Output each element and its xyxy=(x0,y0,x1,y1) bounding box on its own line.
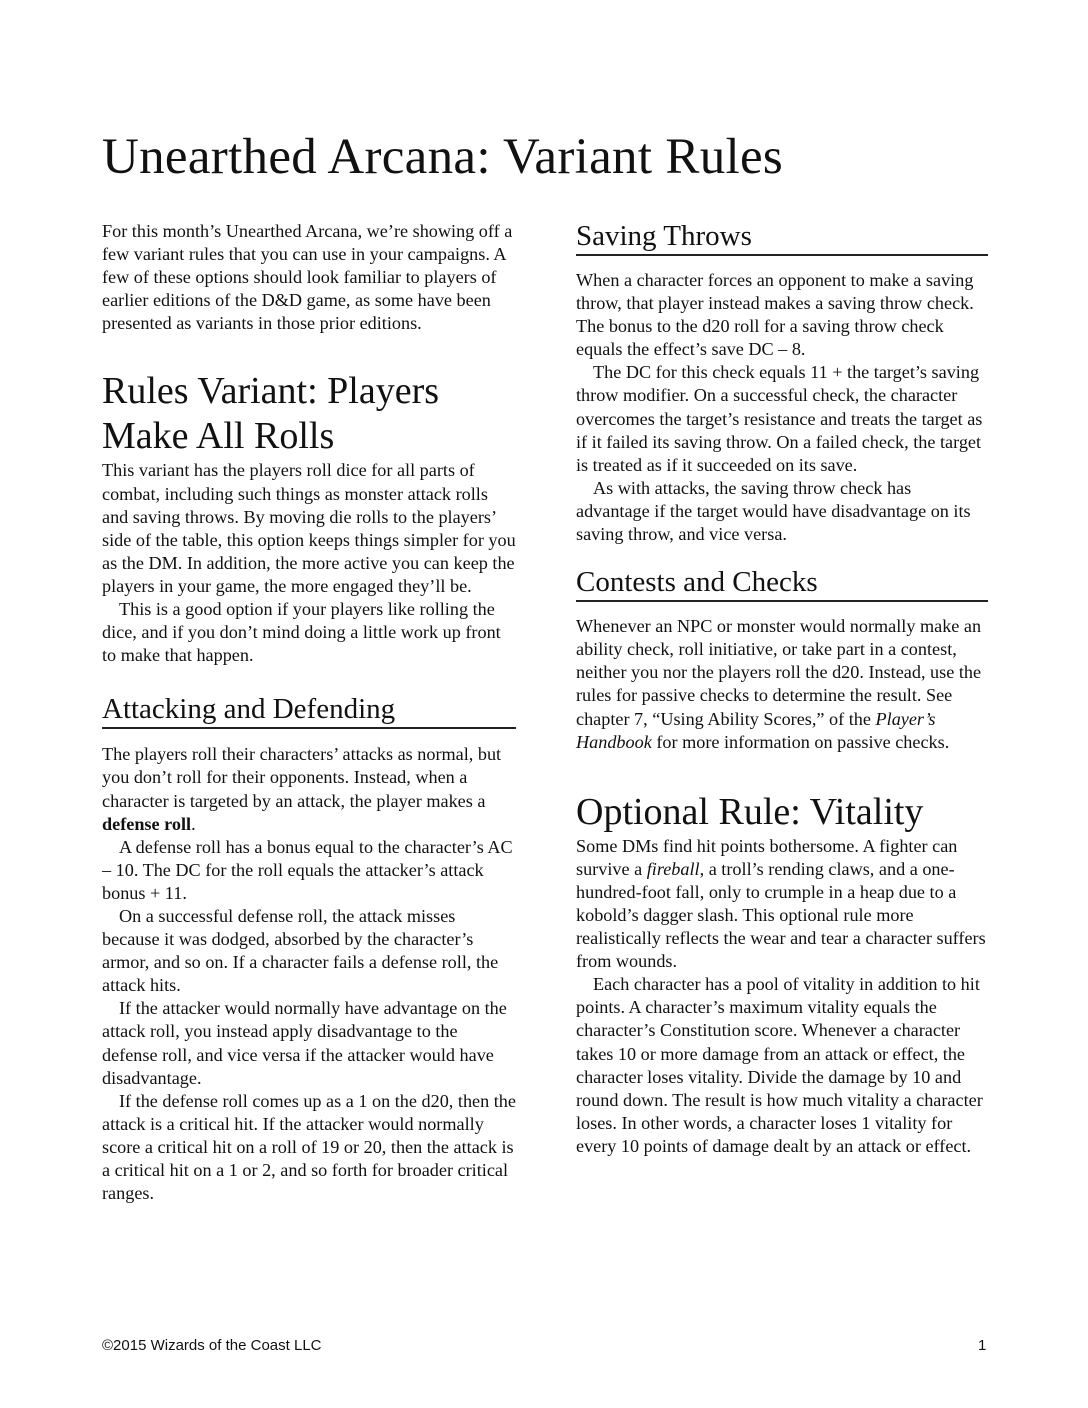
players-make-all-rolls-paragraph-2: This is a good option if your players like rolling the dice, and if you don’t mind doing a little work up front to make that happen. xyxy=(102,599,501,666)
saving-throws-heading: Saving Throws xyxy=(576,220,988,256)
vitality-paragraph-2: Each character has a pool of vitality in addition to hit points. A character’s maximum vitality equals the character’s Constitution score. Whenever a character takes 10 or more damage from an attack or effect, the character loses vitality. Divide the damage by 10 and round down. The result is how much vitality a character loses. In other words, a character loses 1 vitality for every 10 points of damage dealt by an attack or effect. xyxy=(576,974,983,1156)
contests-checks-paragraph-1: Whenever an NPC or monster would normally make an ability check, roll initiative, or take part in a contest, neither you nor the players roll the d20. Instead, use the rules for passive checks to determine the result. See chapter 7, “Using Ability Scores,” of the Player’s Handbook for more information on passive checks. xyxy=(576,616,982,752)
page-title: Unearthed Arcana: Variant Rules xyxy=(102,129,784,185)
saving-throws-paragraph-1: When a character forces an opponent to make a saving throw, that player instead makes a saving throw check. The bonus to the d20 roll for a saving throw check equals the effect’s save DC – 8. xyxy=(576,270,974,360)
attacking-defending-paragraph-2: A defense roll has a bonus equal to the character’s AC – 10. The DC for the roll equals the attacker’s attack bonus + 11. xyxy=(102,836,513,903)
attacking-defending-paragraph-1: The players roll their characters’ attacks as normal, but you don’t roll for their opponents. Instead, when a character is targeted by an attack, the player makes a defense roll. xyxy=(102,744,502,834)
saving-throws-paragraph-2: The DC for this check equals 11 + the target’s saving throw modifier. On a successful check, the character overcomes the target’s resistance and treats the target as if it failed its saving throw. On a failed check, the target is treated as if it succeeded on its save. xyxy=(576,362,983,475)
footer-copyright: ©2015 Wizards of the Coast LLC xyxy=(102,1337,322,1354)
players-make-all-rolls-heading: Rules Variant: Players Make All Rolls xyxy=(102,370,440,458)
right-column xyxy=(576,220,988,1158)
players-make-all-rolls-paragraph-1: This variant has the players roll dice for all parts of combat, including such things as monster attack rolls and saving throws. By moving die rolls to the players’ side of the table, this option keeps things simpler for you as the DM. In addition, the more active you can keep the players in your game, the more engaged they’ll be. xyxy=(102,460,516,596)
attacking-defending-paragraph-5: If the defense roll comes up as a 1 on the d20, then the attack is a critical hit. If the attacker would normally score a critical hit on a roll of 19 or 20, then the attack is a critical hit on a 1 or 2, and so forth for broader critical ranges. xyxy=(102,1090,516,1204)
attacking-defending-heading: Attacking and Defending xyxy=(102,693,516,729)
vitality-heading: Optional Rule: Vitality xyxy=(576,790,924,833)
players-handbook-title: Player’s Handbook xyxy=(576,708,936,752)
saving-throws-paragraph-3: As with attacks, the saving throw check has advantage if the target would have disadvantage on its saving throw, and vice versa. xyxy=(576,477,971,545)
defense-roll-term: defense roll xyxy=(102,813,192,834)
attacking-defending-paragraph-4: If the attacker would normally have advantage on the attack roll, you instead apply disadvantage to the defense roll, and vice versa if the attacker would have disadvantage. xyxy=(102,998,507,1088)
vitality-paragraph-1: Some DMs find hit points bothersome. A fighter can survive a fireball, a troll’s rending claws, and a one-hundred-foot fall, only to crumple in a heap due to a kobold’s dagger slash. This optional rule more realistically reflects the wear and tear a character suffers from wounds. xyxy=(576,835,986,972)
intro-paragraph: For this month’s Unearthed Arcana, we’re showing off a few variant rules that you can use in your campaigns. A few of these options should look familiar to players of earlier editions of the D&D game, as some have been presented as variants in those prior editions. xyxy=(102,221,513,334)
footer-page-number: 1 xyxy=(978,1337,987,1354)
contests-checks-heading: Contests and Checks xyxy=(576,566,988,602)
fireball-term: fireball xyxy=(646,858,700,879)
left-column xyxy=(102,220,516,1205)
attacking-defending-paragraph-3: On a successful defense roll, the attack misses because it was dodged, absorbed by the character’s armor, and so on. If a character fails a defense roll, the attack hits. xyxy=(102,905,499,996)
